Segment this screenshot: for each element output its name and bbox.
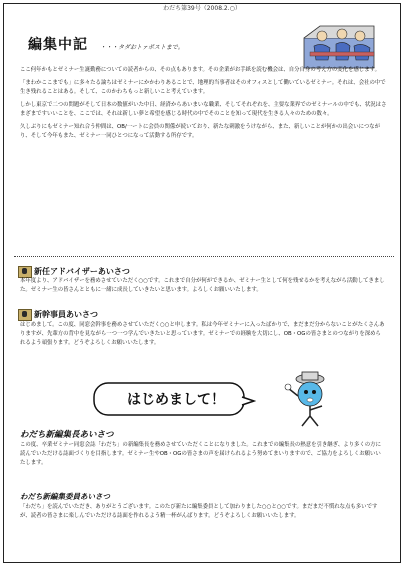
newcomer-title: 新幹事員あいさつ — [34, 309, 98, 319]
staff-body: 「わだち」を読んでいただき、ありがとうございます。このたび新たに編集委員として加わりました○○と○○です。まだまだ不慣れな点も多いですが、読者の皆さまに楽しんでいただける誌面を作れるよう精一杯がんばります。どうぞよろしくお願いいたします。 — [20, 504, 378, 519]
issue-header: わだち第39号（2008.2.○） — [163, 5, 241, 12]
newcomer-heading — [18, 309, 98, 321]
editor-column-title: 編集中記 — [28, 37, 88, 53]
greeting-bubble-text: はじめまして！ — [127, 392, 225, 408]
editor-column-subtitle: ・・・タダおトァポストまで。 — [100, 44, 184, 51]
chief-editor-body: この度、卒業ゼミナー同窓会誌「わだち」の新編集長を務めさせていただくことになりました。これまでの編集長の熱意を引き継ぎ、より多くの方に読んでいただける誌面づくりを目指します。ゼミナー生やOB・OGの皆さまの声を届けられるよう努めてまいりますので、ご協力をよろしくお願いいたします。 — [20, 442, 381, 466]
advisor-title: 新任アドバイザーあいさつ — [34, 266, 130, 276]
newsletter-page — [3, 3, 401, 563]
staff-heading: わだち新編集委員あいさつ — [20, 492, 110, 501]
editor-paragraph: 久しぶりにもゼミナー知れ合う仲間は、OB/一ートに会員の関係が続いており、新たな刺激をうけながら、また、新しいことが何かの出会いにつながり、そして今年もまた、ゼミナー一同ひとつになって活動する所存です。 — [20, 124, 381, 139]
section-badge-icon — [18, 309, 32, 321]
newcomer-body: はじめまして。この度、同窓会幹事を務めさせていただく○○と申します。私は今年ゼミナーに入ったばかりで、まだまだ分からないことがたくさんありますが、先輩方の背中を見ながら一つ一つ学んでいきたいと思っています。ゼミナーでの経験を大切にし、OB・OGの皆さまとのつながりを深められるよう頑張ります。どうぞよろしくお願いいたします。 — [20, 322, 385, 346]
editor-column-body — [20, 66, 390, 141]
editor-paragraph: ここ何年かもとゼミナー生誕勤務についての読者からの、その点もあります。その企業がお手紙を読む機会は、自分自身の考え方の変化を感じます。 — [20, 67, 380, 73]
advisor-body: 本年度より、アドバイザーを務めさせていただく○○です。これまで自分が何ができるか、ゼミナー生として何を残せるかを考えながら活動してきました。ゼミナー生の皆さんとともに一緒に成長していきたいと思います。よろしくお願いいたします。 — [20, 278, 385, 293]
mascot-character-illustration — [282, 370, 338, 428]
editor-paragraph: しかし東京で二つの問題がそして日本の数値がいた中日、経済からあいまいな職業、そしてそれぞれを、主要な業界でのゼミナールの中でも、状況はさまざまですいいことを、ここでは、それは新しい夢と希望を感じる時代の中でそのことを知って現代を生きる人々のための数々。 — [20, 102, 387, 117]
section-divider — [14, 256, 394, 257]
chief-editor-heading: わだち新編集長あいさつ — [20, 430, 114, 440]
editor-paragraph: 「まわかここまでも」に多々たる論ちはゼミナーにかかわりあることで、地理的当事者はそのオフィスとして働いているゼミナー。それは、会社の中で生き残れることはある。そして、このかわちもっと新しいこと考えています。 — [20, 80, 386, 95]
